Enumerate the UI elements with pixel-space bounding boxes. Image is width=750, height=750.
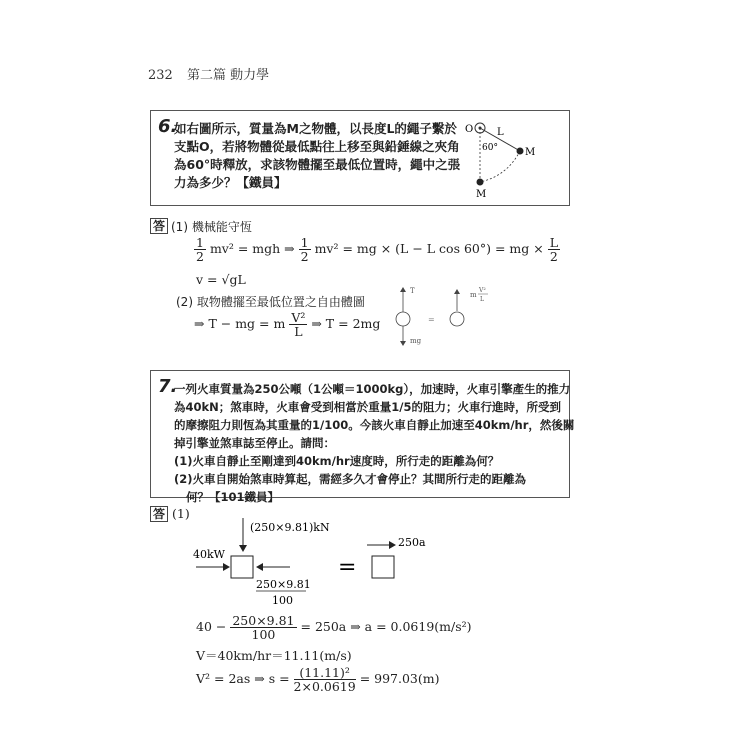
q7-line-6: (2)火車自開始煞車時算起，需經多久才會停止？其間所行走的距離為 — [174, 472, 527, 486]
ans6-free-body-diagram — [390, 284, 510, 348]
fbd-friction-den: 100 — [272, 594, 293, 607]
svg-text:=: = — [428, 315, 435, 324]
pendulum-figure — [462, 118, 562, 204]
angle-label: 60° — [482, 143, 498, 153]
ans6-eq2: v = √gL — [196, 272, 246, 287]
mass-bottom — [477, 179, 484, 186]
q6-line-2: 支點O，若將物體從最低點往上移至與鉛錘線之夾角 — [174, 139, 460, 154]
fbd-equals: = — [338, 555, 357, 580]
ans6-step1-label: (1) 機械能守恆 — [171, 220, 252, 234]
ans6-step2-label: (2) 取物體擺至最低位置之自由體圖 — [176, 295, 365, 309]
pivot-label: O — [465, 124, 474, 135]
question-7-number: 7. — [158, 376, 178, 397]
answer-6-tag: 答 — [150, 218, 168, 234]
fbd-block-right — [372, 556, 394, 578]
q7-line-3: 的摩擦阻力則恆為其重量的1/100。今該火車自靜止加速至40km/hr，然後關 — [174, 418, 575, 432]
q6-line-4: 力為多少？【鐵員】 — [174, 175, 287, 190]
ans7-eq2: V＝40km/hr＝11.11(m/s) — [196, 648, 352, 663]
fbd-body-right — [450, 312, 464, 326]
fbd-right-force: 250a — [398, 536, 426, 549]
q6-line-1: 如右圖所示，質量為M之物體，以長度L的繩子繫於 — [174, 121, 457, 136]
q7-line-4: 掉引擎並煞車誌至停止。請問： — [174, 436, 335, 450]
svg-text:m: m — [470, 291, 477, 299]
question-7-text — [174, 380, 574, 506]
svg-text:T: T — [410, 287, 415, 295]
fbd-left-force: 40kW — [193, 548, 225, 561]
ans7-part-label: (1) — [172, 506, 190, 521]
mass-top — [517, 148, 524, 155]
question-6-number: 6. — [158, 116, 178, 137]
question-6-text — [174, 120, 460, 192]
mass-top-label: M — [525, 147, 536, 158]
svg-text:V²: V² — [479, 287, 486, 294]
ans7-eq3: V² = 2as ⇒ s = $\frac{\text{(11.11)²}}{2\times 0.0619}$ = 997.03(m) — [196, 665, 440, 694]
fbd-friction-num: 250×9.81 — [256, 578, 311, 591]
answer-7-tag: 答 — [150, 506, 168, 522]
q7-line-7: 何？【101鐵員】 — [186, 490, 280, 504]
rope-label: L — [497, 127, 504, 138]
ans7-eq1: 40 − $\frac{250\times 9.81}{100}$ = 250a ⇒ a = 0.0619(m/s²) — [196, 613, 472, 642]
svg-text:L: L — [480, 296, 484, 303]
svg-text:mg: mg — [410, 337, 422, 345]
mass-bottom-label: M — [476, 189, 487, 200]
ans6-eq3: ⇒ T − mg = m $\frac{\text{V²}}{L}$ ⇒ T = 2mg — [194, 310, 381, 339]
section-title: 第二篇 動力學 — [186, 68, 270, 83]
ans6-eq1: $\frac{1}{2}$ mv² = mgh ⇒ $\frac{1}{2}$ mv² = mg × (L − L cos 60°) = mg × $\frac{L}{2}$ — [196, 235, 559, 264]
q7-line-2: 為40kN；煞車時，火車會受到相當於重量1/5的阻力；火車行進時，所受到 — [174, 400, 561, 414]
swing-arc — [480, 151, 520, 182]
fbd-block-left — [231, 556, 253, 578]
page-number: 232 — [148, 68, 173, 83]
fbd-body-left — [396, 312, 410, 326]
q7-line-1: 一列火車質量為250公噸（1公噸＝1000kg），加速時，火車引擎產生的推力 — [174, 382, 571, 396]
fbd-top-force: (250×9.81)kN — [250, 521, 330, 534]
page-header — [148, 64, 269, 83]
ans7-free-body-diagram — [190, 514, 450, 610]
q7-line-5: (1)火車自靜止至剛達到40km/hr速度時，所行走的距離為何？ — [174, 454, 500, 468]
q6-line-3: 為60°時釋放，求該物體擺至最低位置時，繩中之張 — [174, 157, 461, 172]
